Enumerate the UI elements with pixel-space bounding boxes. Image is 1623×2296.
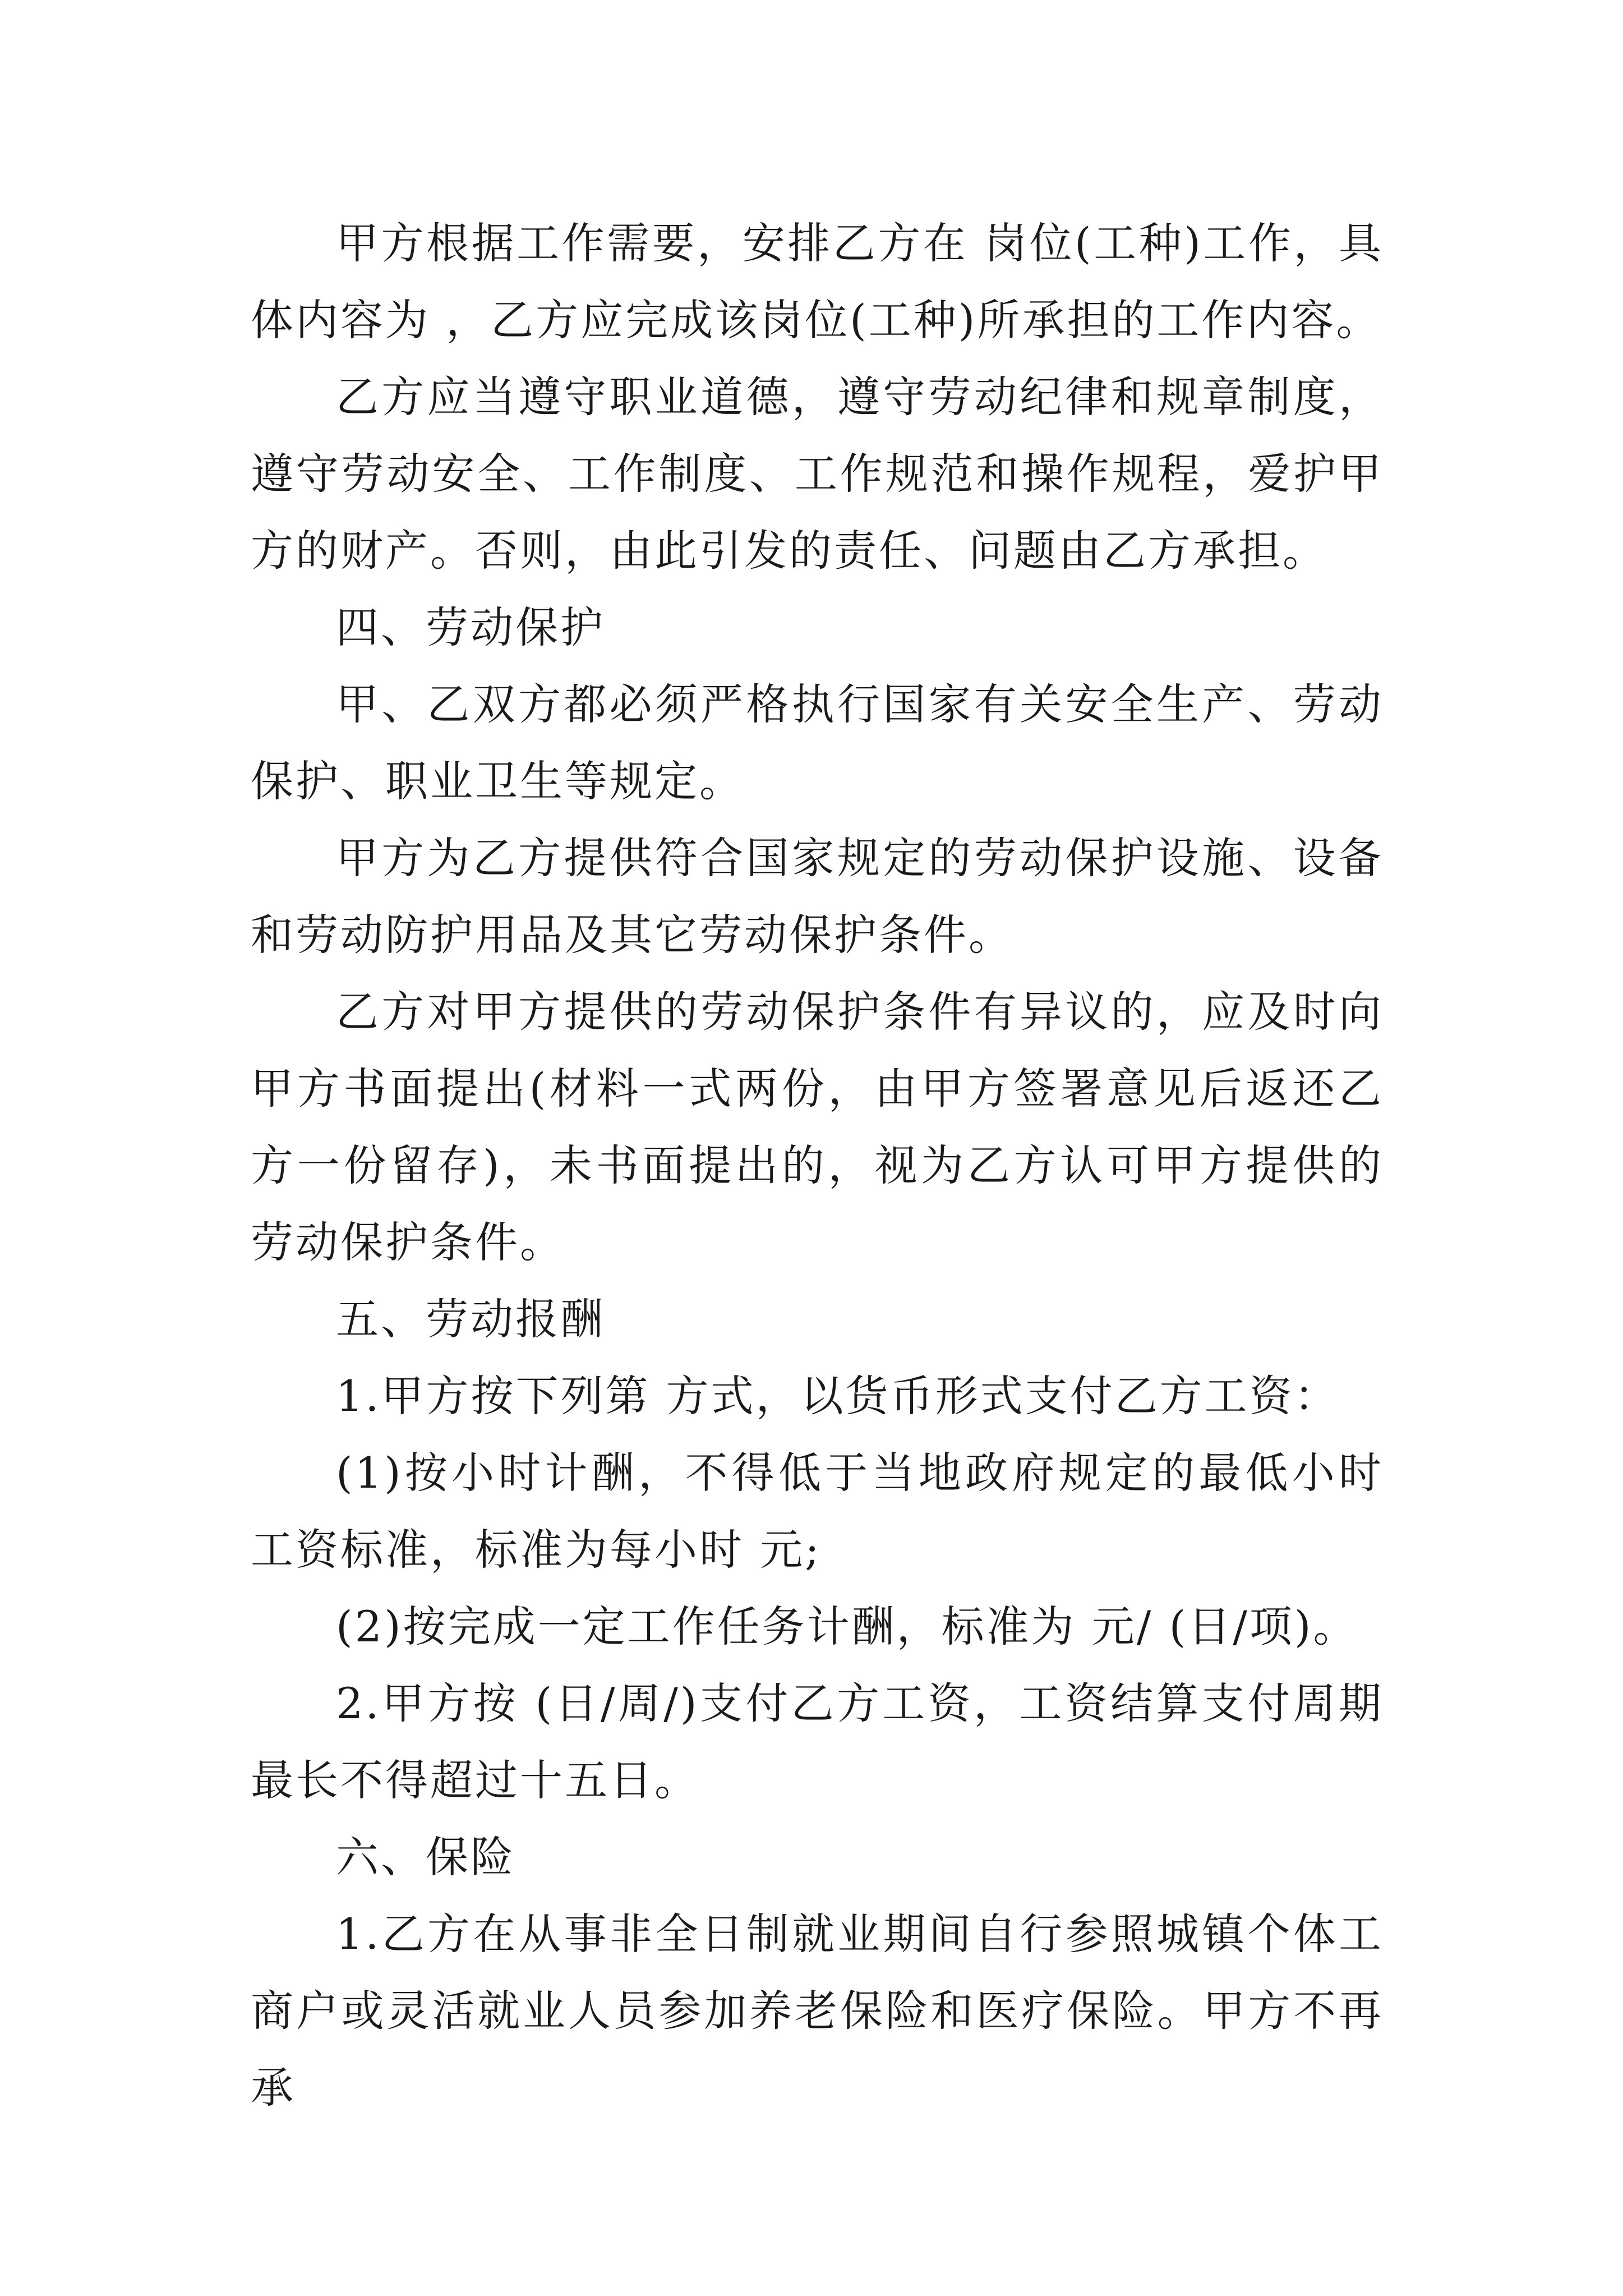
section-heading-labor-protection: 四、劳动保护 bbox=[336, 602, 605, 652]
paragraph-objection-procedure: 乙方对甲方提供的劳动保护条件有异议的，应及时向甲方书面提出(材料一式两份，由甲方签署意见后返还乙方一份留存)，未书面提出的，视为乙方认可甲方提供的劳动保护条件。 bbox=[251, 987, 1384, 1267]
paragraph-safety-regulations: 甲、乙双方都必须严格执行国家有关安全生产、劳动保护、职业卫生等规定。 bbox=[251, 679, 1384, 806]
paragraph-professional-ethics: 乙方应当遵守职业道德，遵守劳动纪律和规章制度，遵守劳动安全、工作制度、工作规范和操作规程，爱护甲方的财产。否则，由此引发的责任、问题由乙方承担。 bbox=[251, 372, 1384, 576]
paragraph-job-assignment: 甲方根据工作需要，安排乙方在 岗位(工种)工作，具体内容为 ，乙方应完成该岗位(工种)所承担的工作内容。 bbox=[251, 218, 1384, 345]
paragraph-protective-equipment: 甲方为乙方提供符合国家规定的劳动保护设施、设备和劳动防护用品及其它劳动保护条件。 bbox=[251, 833, 1384, 960]
paragraph-insurance-terms: 1.乙方在从事非全日制就业期间自行参照城镇个体工商户或灵活就业人员参加养老保险和医疗保险。甲方不再承 bbox=[251, 1909, 1384, 2113]
document-body bbox=[251, 205, 1384, 2126]
paragraph-task-pay: (2)按完成一定工作任务计酬，标准为 元/ (日/项)。 bbox=[336, 1602, 1358, 1651]
paragraph-hourly-pay: (1)按小时计酬，不得低于当地政府规定的最低小时工资标准，标准为每小时 元; bbox=[251, 1448, 1384, 1575]
paragraph-payment-method: 1.甲方按下列第 方式，以货币形式支付乙方工资： bbox=[336, 1371, 1339, 1421]
paragraph-pay-cycle: 2.甲方按 (日/周/)支付乙方工资，工资结算支付周期最长不得超过十五日。 bbox=[251, 1678, 1384, 1805]
section-heading-insurance: 六、保险 bbox=[336, 1832, 515, 1882]
section-heading-remuneration: 五、劳动报酬 bbox=[336, 1294, 605, 1344]
